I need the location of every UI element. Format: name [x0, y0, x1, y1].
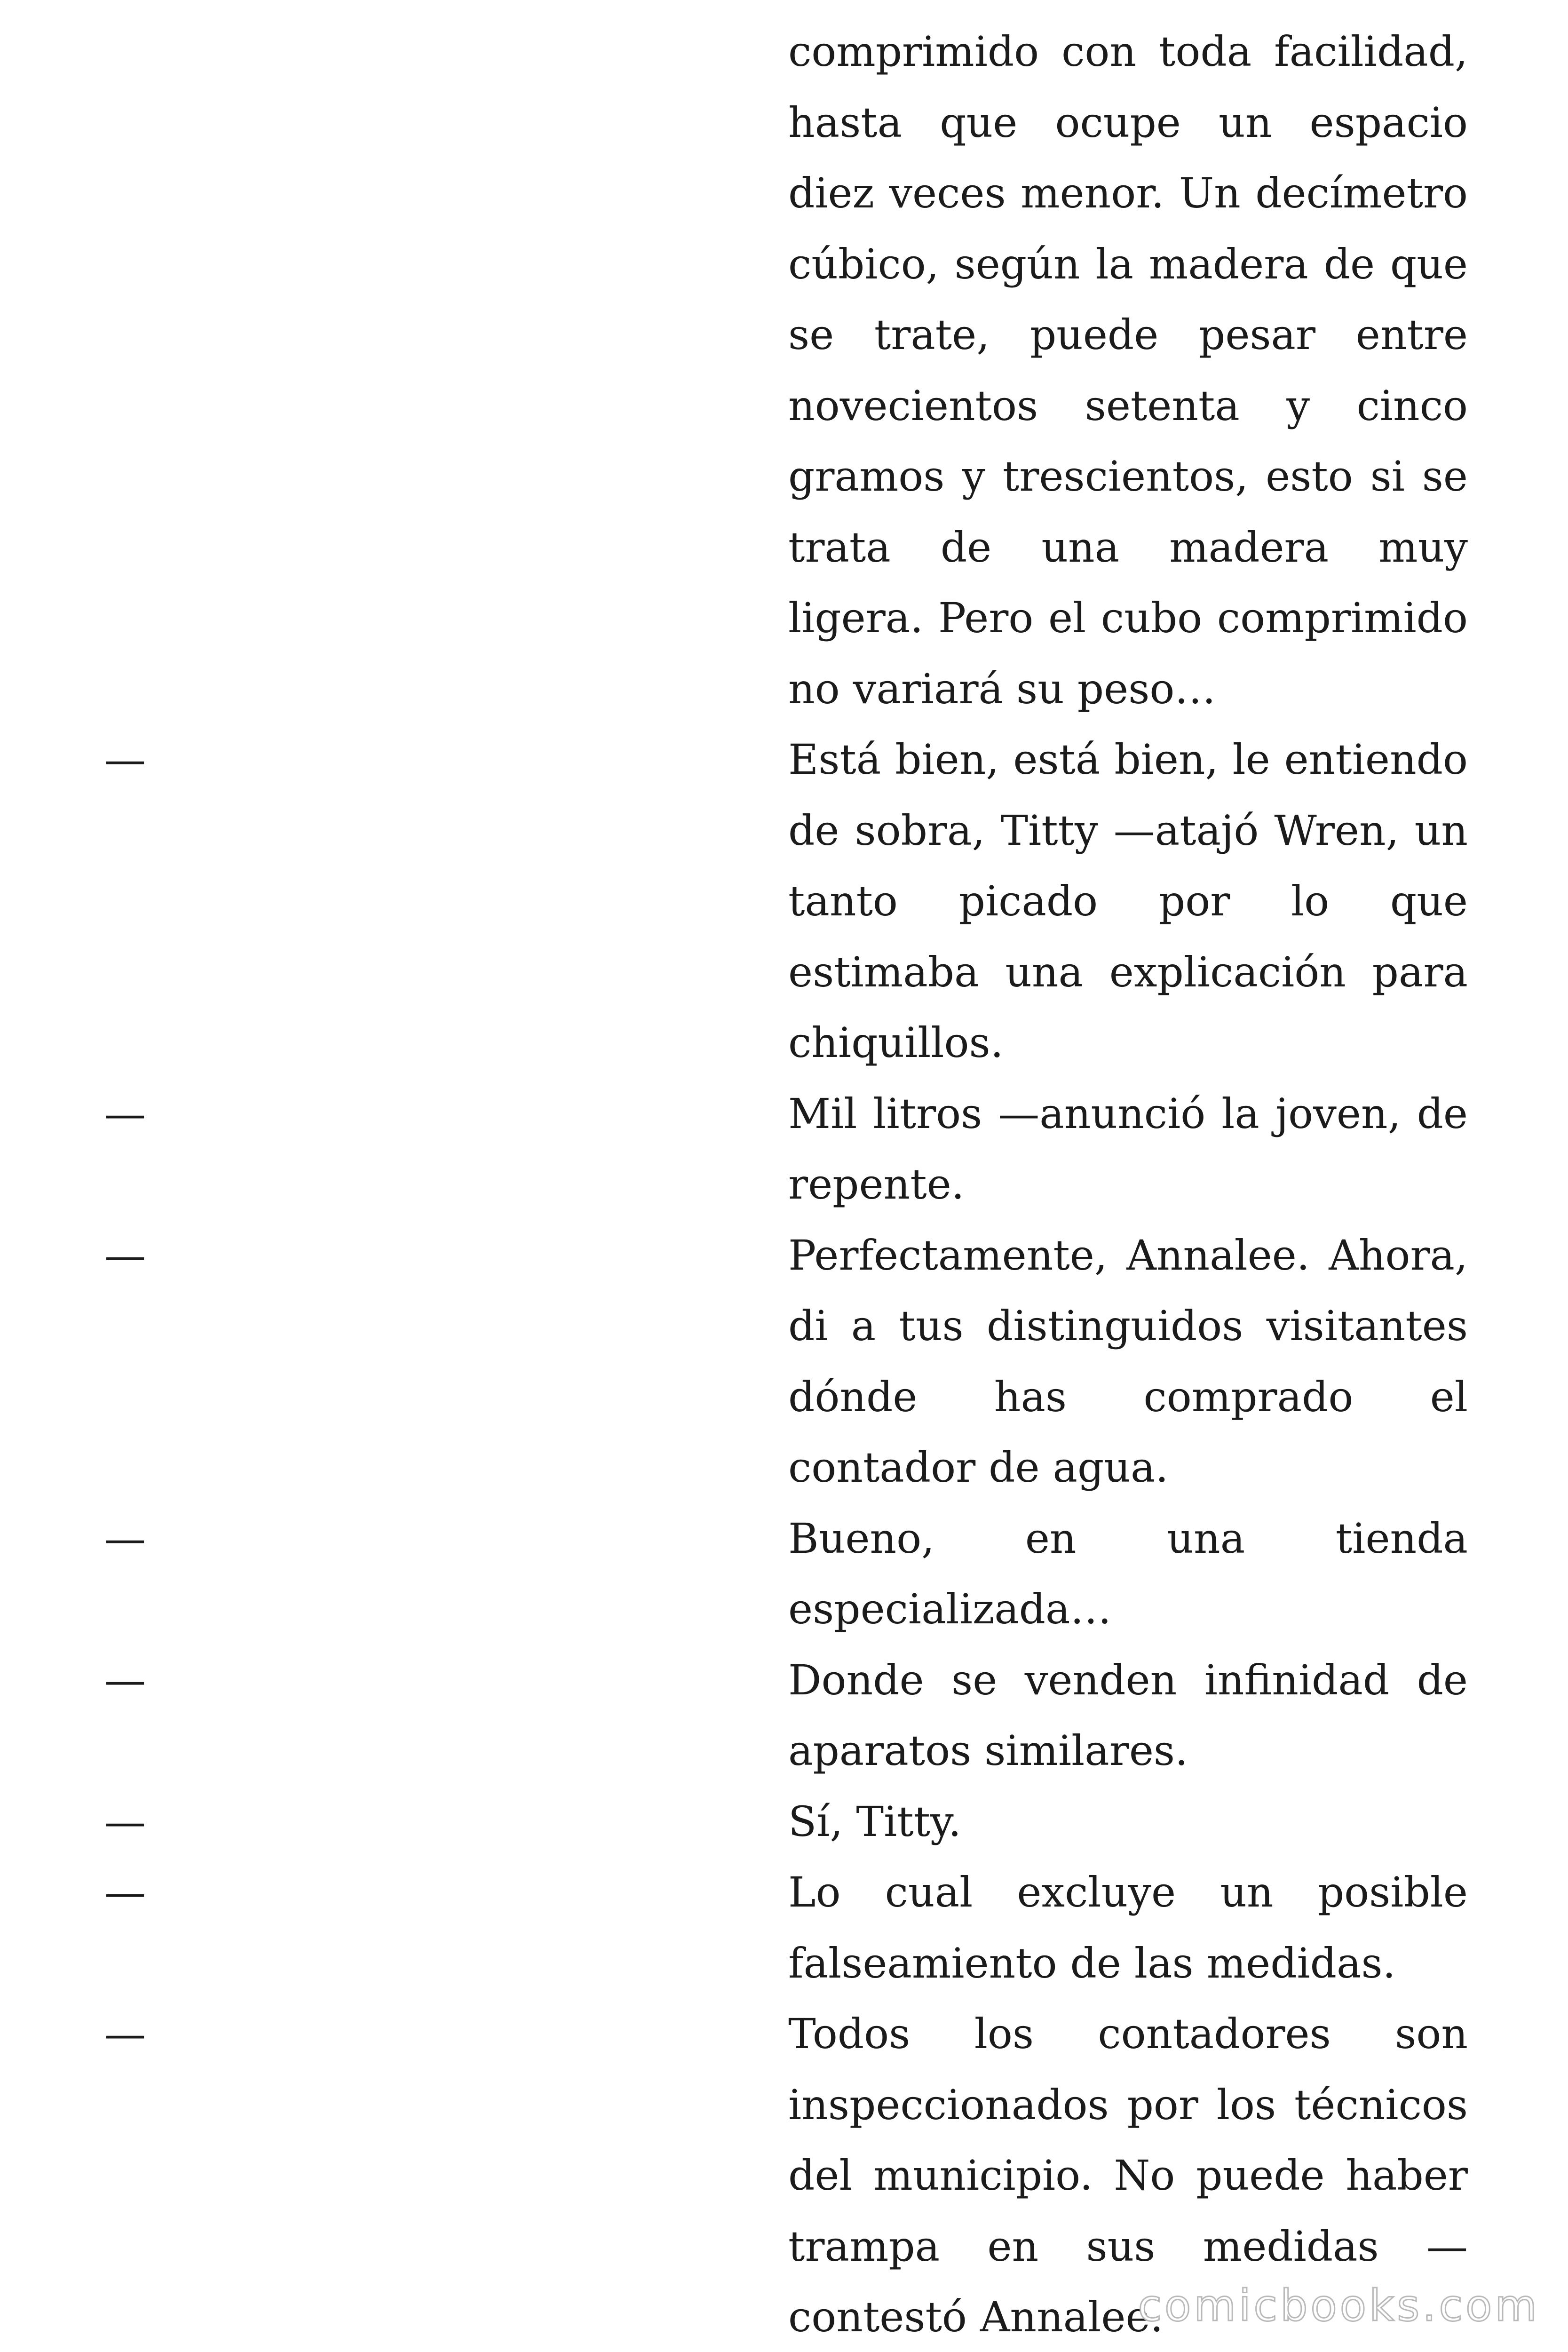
site-watermark: comicbooks.com [1138, 2280, 1540, 2331]
dialogue-line [0, 1220, 1568, 1503]
dialogue-line [0, 1645, 1568, 1787]
dialogue-text: Mil litros —anunció la joven, de repente. [788, 1089, 1468, 1208]
dialogue-text: Perfectamente, Annalee. Ahora, di a tus distinguidos visitantes dónde has comprado el contador de agua. [788, 1231, 1468, 1492]
dialogue-line [0, 1787, 1568, 1858]
dialogue-dash: — [104, 1797, 146, 1846]
dialogue-dash: — [104, 1231, 146, 1279]
dialogue-line [0, 1857, 1568, 1999]
dialogue-line [0, 1503, 1568, 1645]
dialogue-text: Bueno, en una tienda especializada… [788, 1514, 1468, 1633]
dialogue-dash: — [104, 1655, 146, 1704]
dialogue-text: Donde se venden infinidad de aparatos similares. [788, 1655, 1468, 1775]
dialogue-line [0, 1079, 1568, 1220]
page-body [0, 16, 1568, 2352]
dialogue-text: Sí, Titty. [788, 1797, 961, 1846]
dialogue-dash: — [104, 2010, 146, 2058]
dialogue-text: Está bien, está bien, le entiendo de sobra, Titty —atajó Wren, un tanto picado por lo que estimaba una explicación para chiquillos. [788, 735, 1468, 1067]
paragraph-narration [0, 16, 1568, 724]
dialogue-text: Lo cual excluye un posible falseamiento de las medidas. [788, 1868, 1468, 1987]
dialogue-text: Todos los contadores son inspeccionados por los técnicos del municipio. No puede haber trampa en sus medidas —contestó Annalee. [788, 2010, 1468, 2341]
dialogue-dash: — [104, 1514, 146, 1563]
dialogue-line [0, 724, 1568, 1079]
paragraph-text: comprimido con toda facilidad, hasta que ocupe un espacio diez veces menor. Un decímetro cúbico, según la madera de que se trate, puede pesar entre novecientos setenta y cinco gramos y trescientos, esto si se trata de una madera muy ligera. Pero el cubo comprimido no variará su peso… [788, 27, 1468, 713]
dialogue-dash: — [104, 735, 146, 784]
dialogue-dash: — [104, 1868, 146, 1916]
dialogue-dash: — [104, 1089, 146, 1138]
